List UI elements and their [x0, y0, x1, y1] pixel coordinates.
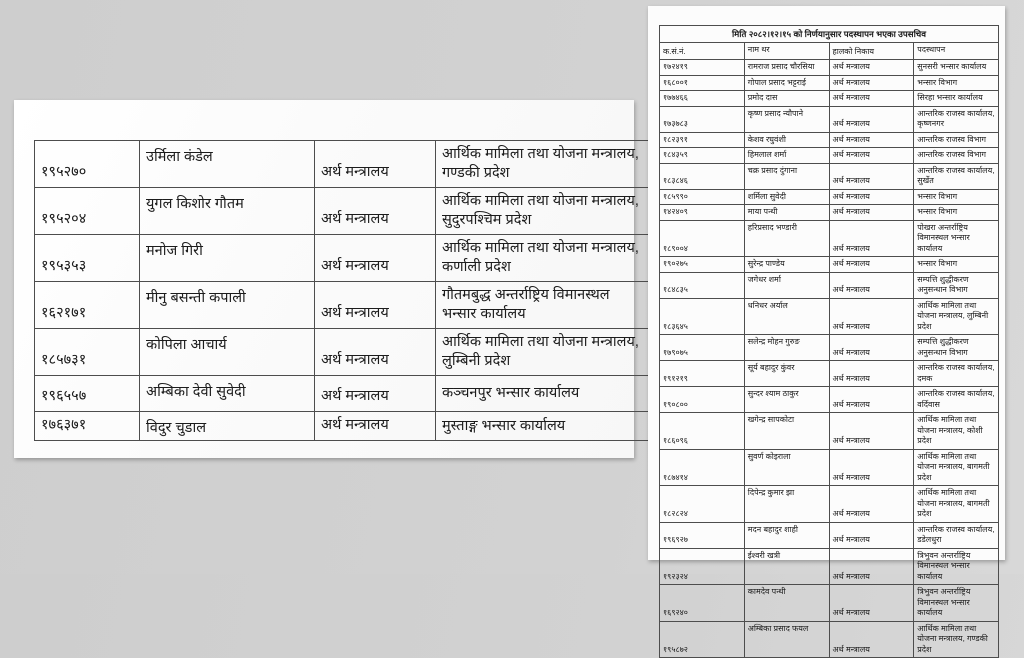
agency-cell: अर्थ मन्त्रालय: [829, 60, 914, 76]
name-cell: विदुर चुडाल: [140, 412, 315, 441]
serial-cell: १८९००४: [660, 220, 745, 257]
table-row: [660, 449, 999, 486]
name-cell: सुन्दर श्याम ठाकुर: [744, 387, 829, 413]
table-row: [660, 585, 999, 622]
name-cell: ईश्वरी खत्री: [744, 548, 829, 585]
serial-cell: १८४८३५: [660, 272, 745, 298]
serial-cell: १९५३५३: [35, 235, 140, 282]
name-cell: कृष्ण प्रसाद न्यौपाने: [744, 106, 829, 132]
agency-cell: अर्थ मन्त्रालय: [315, 141, 436, 188]
posting-cell: आर्थिक मामिला तथा योजना मन्त्रालय, बागमती प्रदेश: [914, 486, 999, 523]
agency-cell: अर्थ मन्त्रालय: [829, 298, 914, 335]
agency-cell: अर्थ मन्त्रालय: [829, 132, 914, 148]
table-row: [660, 132, 999, 148]
column-header-posting: पदस्थापन: [914, 43, 999, 60]
agency-cell: अर्थ मन्त्रालय: [315, 188, 436, 235]
serial-cell: १७३७८३: [660, 106, 745, 132]
posting-cell: सिरहा भन्सार कार्यालय: [914, 91, 999, 107]
agency-cell: अर्थ मन्त्रालय: [829, 621, 914, 658]
table-row: [660, 486, 999, 523]
agency-cell: अर्थ मन्त्रालय: [315, 235, 436, 282]
name-cell: अम्बिका प्रसाद फयल: [744, 621, 829, 658]
column-header-agency: हालको निकाय: [829, 43, 914, 60]
table-row: [660, 413, 999, 450]
posting-cell: भन्सार विभाग: [914, 75, 999, 91]
table-row: [660, 220, 999, 257]
name-cell: रामराज प्रसाद चौरसिया: [744, 60, 829, 76]
table-row: [660, 60, 999, 76]
agency-cell: अर्थ मन्त्रालय: [829, 272, 914, 298]
name-cell: सूर्य बहादुर कुंवर: [744, 361, 829, 387]
agency-cell: अर्थ मन्त्रालय: [315, 329, 436, 376]
posting-cell: आर्थिक मामिला तथा योजना मन्त्रालय, लुम्बिनी प्रदेश: [436, 329, 649, 376]
table-row: [35, 329, 649, 376]
posting-cell: आर्थिक मामिला तथा योजना मन्त्रालय, कर्णाली प्रदेश: [436, 235, 649, 282]
posting-cell: आन्तरिक राजस्व कार्यालय, डडेलधुरा: [914, 522, 999, 548]
serial-cell: १७६३७१: [35, 412, 140, 441]
name-cell: प्रमोद दास: [744, 91, 829, 107]
agency-cell: अर्थ मन्त्रालय: [829, 257, 914, 273]
scanned-page-right: [648, 6, 1005, 654]
table-row: [35, 282, 649, 329]
agency-cell: अर्थ मन्त्रालय: [315, 376, 436, 412]
table-row: [660, 387, 999, 413]
posting-cell: आन्तरिक राजस्व कार्यालय, कृष्णनगर: [914, 106, 999, 132]
table-row: [35, 235, 649, 282]
name-cell: धनिधर अर्याल: [744, 298, 829, 335]
agency-cell: अर्थ मन्त्रालय: [829, 585, 914, 622]
posting-cell: आर्थिक मामिला तथा योजना मन्त्रालय, सुदुरपश्चिम प्रदेश: [436, 188, 649, 235]
posting-cell: आन्तरिक राजस्व विभाग: [914, 132, 999, 148]
posting-cell: मुस्ताङ्ग भन्सार कार्यालय: [436, 412, 649, 441]
posting-cell: आर्थिक मामिला तथा योजना मन्त्रालय, बागमती प्रदेश: [914, 449, 999, 486]
name-cell: अम्बिका देवी सुवेदी: [140, 376, 315, 412]
posting-cell: त्रिभुवन अन्तर्राष्ट्रिय विमानस्थल भन्सार कार्यालय: [914, 585, 999, 622]
table-row: [35, 376, 649, 412]
name-cell: जगेधर शर्मा: [744, 272, 829, 298]
postings-table-continuation: [34, 140, 649, 441]
table-row: [660, 522, 999, 548]
table-row: [660, 106, 999, 132]
serial-cell: १७७४६६: [660, 91, 745, 107]
table-title: मिति २०८२।१२।१५ को निर्णयानुसार पदस्थापन भएका उपसचिव: [660, 26, 999, 43]
serial-cell: १७२४१९: [660, 60, 745, 76]
posting-cell: भन्सार विभाग: [914, 205, 999, 221]
table-row: [660, 163, 999, 189]
table-row: [660, 298, 999, 335]
agency-cell: अर्थ मन्त्रालय: [315, 282, 436, 329]
agency-cell: अर्थ मन्त्रालय: [829, 548, 914, 585]
table-row: [660, 257, 999, 273]
agency-cell: अर्थ मन्त्रालय: [829, 189, 914, 205]
table-row: [660, 272, 999, 298]
agency-cell: अर्थ मन्त्रालय: [829, 106, 914, 132]
serial-cell: १८३६४५: [660, 298, 745, 335]
table-row: [35, 141, 649, 188]
posting-cell: आर्थिक मामिला तथा योजना मन्त्रालय, कोशी प्रदेश: [914, 413, 999, 450]
serial-cell: १७९०७५: [660, 335, 745, 361]
posting-cell: आर्थिक मामिला तथा योजना मन्त्रालय, लुम्बिनी प्रदेश: [914, 298, 999, 335]
name-cell: सलेन्द्र मोहन गुरुङ: [744, 335, 829, 361]
posting-cell: गौतमबुद्ध अन्तर्राष्ट्रिय विमानस्थल भन्सार कार्यालय: [436, 282, 649, 329]
agency-cell: अर्थ मन्त्रालय: [829, 335, 914, 361]
serial-cell: १६२१७१: [35, 282, 140, 329]
name-cell: सुवर्ण कोइराला: [744, 449, 829, 486]
name-cell: चक्र प्रसाद दुंगाना: [744, 163, 829, 189]
table-row: [660, 621, 999, 658]
name-cell: हरिप्रसाद भण्डारी: [744, 220, 829, 257]
agency-cell: अर्थ मन्त्रालय: [829, 163, 914, 189]
posting-cell: आन्तरिक राजस्व कार्यालय, वर्दिवास: [914, 387, 999, 413]
serial-cell: १९६५५७: [35, 376, 140, 412]
table-row: [660, 75, 999, 91]
name-cell: मीनु बसन्ती कपाली: [140, 282, 315, 329]
column-header-name: नाम थर: [744, 43, 829, 60]
scanned-page-left: [14, 100, 639, 458]
agency-cell: अर्थ मन्त्रालय: [315, 412, 436, 441]
posting-cell: आर्थिक मामिला तथा योजना मन्त्रालय, गण्डकी प्रदेश: [914, 621, 999, 658]
serial-cell: १८२८२४: [660, 486, 745, 523]
table-row: [35, 188, 649, 235]
column-header-serial: क.सं.नं.: [660, 43, 745, 60]
name-cell: गोपाल प्रसाद भट्टराई: [744, 75, 829, 91]
serial-cell: १९२३२४: [660, 548, 745, 585]
posting-cell: सम्पत्ति शुद्धीकरण अनुसन्धान विभाग: [914, 335, 999, 361]
name-cell: मनोज गिरी: [140, 235, 315, 282]
name-cell: कोपिला आचार्य: [140, 329, 315, 376]
agency-cell: अर्थ मन्त्रालय: [829, 205, 914, 221]
table-row: [35, 412, 649, 441]
serial-cell: १८४३५९: [660, 148, 745, 164]
posting-cell: कञ्चनपुर भन्सार कार्यालय: [436, 376, 649, 412]
agency-cell: अर्थ मन्त्रालय: [829, 91, 914, 107]
serial-cell: १८७४१४: [660, 449, 745, 486]
table-row: [660, 335, 999, 361]
posting-cell: त्रिभुवन अन्तर्राष्ट्रिय विमानस्थल भन्सार कार्यालय: [914, 548, 999, 585]
serial-cell: १९०८००: [660, 387, 745, 413]
name-cell: दिपेन्द्र कुमार झा: [744, 486, 829, 523]
serial-cell: १९५८७२: [660, 621, 745, 658]
agency-cell: अर्थ मन्त्रालय: [829, 75, 914, 91]
table-row: [660, 189, 999, 205]
postings-table-main: [659, 25, 999, 658]
agency-cell: अर्थ मन्त्रालय: [829, 387, 914, 413]
posting-cell: सम्पत्ति शुद्धीकरण अनुसन्धान विभाग: [914, 272, 999, 298]
table-row: [660, 361, 999, 387]
agency-cell: अर्थ मन्त्रालय: [829, 449, 914, 486]
agency-cell: अर्थ मन्त्रालय: [829, 522, 914, 548]
name-cell: शर्मिला सुवेदी: [744, 189, 829, 205]
table-row: [660, 148, 999, 164]
serial-cell: १९६९२७: [660, 522, 745, 548]
name-cell: मदन बहादुर शाही: [744, 522, 829, 548]
table-row: [660, 205, 999, 221]
agency-cell: अर्थ मन्त्रालय: [829, 220, 914, 257]
posting-cell: भन्सार विभाग: [914, 189, 999, 205]
serial-cell: १८५७३१: [35, 329, 140, 376]
table-header-row: [660, 43, 999, 60]
serial-cell: १८३८४६: [660, 163, 745, 189]
table-title-row: [660, 26, 999, 43]
posting-cell: आर्थिक मामिला तथा योजना मन्त्रालय, गण्डकी प्रदेश: [436, 141, 649, 188]
name-cell: सुरेन्द्र पाण्डेय: [744, 257, 829, 273]
posting-cell: पोखरा अन्तर्राष्ट्रिय विमानस्थल भन्सार कार्यालय: [914, 220, 999, 257]
serial-cell: १६८००१: [660, 75, 745, 91]
agency-cell: अर्थ मन्त्रालय: [829, 486, 914, 523]
serial-cell: १८५९९०: [660, 189, 745, 205]
name-cell: माया पन्थी: [744, 205, 829, 221]
serial-cell: १९०२७५: [660, 257, 745, 273]
serial-cell: १९५२०४: [35, 188, 140, 235]
name-cell: युगल किशोर गौतम: [140, 188, 315, 235]
serial-cell: १९१२१९: [660, 361, 745, 387]
name-cell: उर्मिला कंडेल: [140, 141, 315, 188]
posting-cell: आन्तरिक राजस्व कार्यालय, सुर्खेत: [914, 163, 999, 189]
serial-cell: १९५२७०: [35, 141, 140, 188]
serial-cell: १६९२४०: [660, 585, 745, 622]
name-cell: हिमलाल शर्मा: [744, 148, 829, 164]
name-cell: खगेन्द्र सापकोटा: [744, 413, 829, 450]
posting-cell: भन्सार विभाग: [914, 257, 999, 273]
table-row: [660, 548, 999, 585]
table-row: [660, 91, 999, 107]
serial-cell: १८६०९६: [660, 413, 745, 450]
agency-cell: अर्थ मन्त्रालय: [829, 361, 914, 387]
serial-cell: १८२३९१: [660, 132, 745, 148]
name-cell: कामदेव पन्थी: [744, 585, 829, 622]
posting-cell: आन्तरिक राजस्व कार्यालय, दमक: [914, 361, 999, 387]
agency-cell: अर्थ मन्त्रालय: [829, 148, 914, 164]
posting-cell: सुनसरी भन्सार कार्यालय: [914, 60, 999, 76]
serial-cell: १४२४०९: [660, 205, 745, 221]
posting-cell: आन्तरिक राजस्व विभाग: [914, 148, 999, 164]
name-cell: केशव रघुवंशी: [744, 132, 829, 148]
agency-cell: अर्थ मन्त्रालय: [829, 413, 914, 450]
